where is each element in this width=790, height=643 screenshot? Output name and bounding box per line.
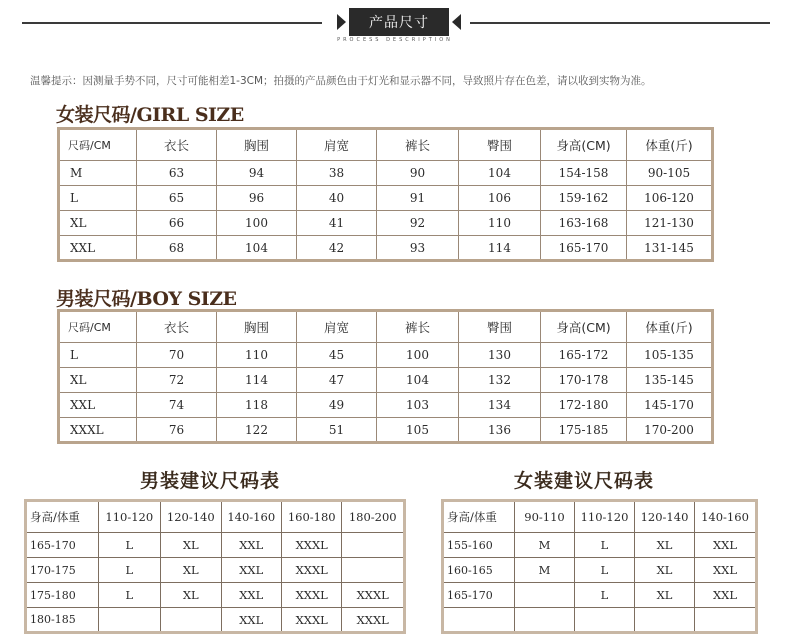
table-cell: 180-185 <box>26 608 99 633</box>
table-cell: 104 <box>377 368 459 393</box>
table-cell: 90-105 <box>627 161 713 186</box>
header-cell: 衣长 <box>137 129 217 161</box>
table-cell: 165-170 <box>541 236 627 261</box>
table-cell: 68 <box>137 236 217 261</box>
header-subtitle: PROCESS DESCRIPTION <box>337 37 453 43</box>
table-cell <box>515 608 575 633</box>
table-row <box>443 583 757 608</box>
header-cell: 140-160 <box>695 501 757 533</box>
table-cell: XXXL <box>342 583 405 608</box>
table-cell: 132 <box>459 368 541 393</box>
table-cell: 135-145 <box>627 368 713 393</box>
table-cell: XXXL <box>281 608 341 633</box>
table-cell: 121-130 <box>627 211 713 236</box>
header-cell: 110-120 <box>575 501 635 533</box>
table-cell: 105 <box>377 418 459 443</box>
table-cell: 49 <box>297 393 377 418</box>
header-cell: 肩宽 <box>297 129 377 161</box>
table-cell: 118 <box>217 393 297 418</box>
men-rec-title: 男装建议尺码表 <box>140 470 281 492</box>
page-title: 产品尺寸 <box>369 15 429 31</box>
boy-size-table <box>57 309 714 444</box>
table-row <box>59 186 713 211</box>
header-cell: 胸围 <box>217 129 297 161</box>
table-cell: XXXL <box>59 418 137 443</box>
table-cell: L <box>575 533 635 558</box>
table-cell: 122 <box>217 418 297 443</box>
girl-size-title: 女装尺码/GIRL SIZE <box>56 104 244 126</box>
table-cell: XL <box>59 368 137 393</box>
table-cell: 66 <box>137 211 217 236</box>
table-cell: 70 <box>137 343 217 368</box>
table-cell <box>575 608 635 633</box>
header-cell: 臀围 <box>459 311 541 343</box>
header-cell: 身高(CM) <box>541 129 627 161</box>
table-cell: 100 <box>377 343 459 368</box>
table-cell: 165-172 <box>541 343 627 368</box>
table-cell: 175-185 <box>541 418 627 443</box>
table-cell <box>342 558 405 583</box>
table-cell: 106-120 <box>627 186 713 211</box>
table-cell: 159-162 <box>541 186 627 211</box>
table-cell: XXXL <box>281 583 341 608</box>
table-row <box>26 583 405 608</box>
table-header-row <box>59 311 713 343</box>
chevron-right-icon <box>452 14 461 30</box>
table-cell: XL <box>635 558 695 583</box>
women-rec-title: 女装建议尺码表 <box>514 470 655 492</box>
table-cell: 130 <box>459 343 541 368</box>
header-cell: 体重(斤) <box>627 311 713 343</box>
header-divider-left <box>22 22 322 24</box>
table-row <box>443 608 757 633</box>
table-cell: 114 <box>459 236 541 261</box>
header-cell: 身高/体重 <box>26 501 99 533</box>
table-cell: 175-180 <box>26 583 99 608</box>
table-cell: XL <box>161 583 221 608</box>
header-cell: 160-180 <box>281 501 341 533</box>
table-cell: 63 <box>137 161 217 186</box>
table-cell <box>635 608 695 633</box>
header-cell: 臀围 <box>459 129 541 161</box>
table-cell: 163-168 <box>541 211 627 236</box>
table-cell: L <box>98 558 160 583</box>
table-cell: 172-180 <box>541 393 627 418</box>
table-cell: XXXL <box>281 533 341 558</box>
table-cell: 106 <box>459 186 541 211</box>
table-cell: 51 <box>297 418 377 443</box>
table-cell <box>695 608 757 633</box>
table-cell: 100 <box>217 211 297 236</box>
header-cell: 身高(CM) <box>541 311 627 343</box>
table-cell: 38 <box>297 161 377 186</box>
table-cell <box>98 608 160 633</box>
table-cell: XL <box>161 558 221 583</box>
men-rec-table <box>24 499 406 634</box>
table-cell: L <box>59 186 137 211</box>
table-cell: 74 <box>137 393 217 418</box>
table-cell: L <box>98 533 160 558</box>
header-cell: 尺码/CM <box>59 311 137 343</box>
header-cell: 裤长 <box>377 311 459 343</box>
header-cell: 120-140 <box>161 501 221 533</box>
table-cell <box>161 608 221 633</box>
header-cell: 胸围 <box>217 311 297 343</box>
table-cell: 165-170 <box>443 583 515 608</box>
table-cell: 47 <box>297 368 377 393</box>
table-cell: XXL <box>221 533 281 558</box>
table-cell <box>515 583 575 608</box>
table-cell: XXXL <box>342 608 405 633</box>
table-cell: XXL <box>695 533 757 558</box>
table-cell: 72 <box>137 368 217 393</box>
table-cell: 93 <box>377 236 459 261</box>
table-row <box>59 161 713 186</box>
table-cell: M <box>515 558 575 583</box>
table-cell: L <box>98 583 160 608</box>
header-divider-right <box>470 22 770 24</box>
header-cell: 体重(斤) <box>627 129 713 161</box>
table-cell: 91 <box>377 186 459 211</box>
table-row <box>26 533 405 558</box>
table-cell: 104 <box>217 236 297 261</box>
table-cell: XXL <box>221 608 281 633</box>
header-badge <box>335 8 463 36</box>
table-row <box>443 558 757 583</box>
table-cell: 145-170 <box>627 393 713 418</box>
table-cell: XL <box>635 533 695 558</box>
table-cell: 65 <box>137 186 217 211</box>
table-header-row <box>443 501 757 533</box>
table-cell: 170-178 <box>541 368 627 393</box>
chevron-left-icon <box>337 14 346 30</box>
table-cell: 110 <box>459 211 541 236</box>
table-cell: 42 <box>297 236 377 261</box>
table-cell: 41 <box>297 211 377 236</box>
table-cell: 134 <box>459 393 541 418</box>
table-cell: 94 <box>217 161 297 186</box>
header-cell: 裤长 <box>377 129 459 161</box>
table-header-row <box>59 129 713 161</box>
table-cell: XXL <box>59 393 137 418</box>
table-cell: L <box>59 343 137 368</box>
header-cell: 110-120 <box>98 501 160 533</box>
table-cell: XXL <box>59 236 137 261</box>
header-cell: 衣长 <box>137 311 217 343</box>
table-row <box>26 608 405 633</box>
table-cell: 96 <box>217 186 297 211</box>
header-cell: 90-110 <box>515 501 575 533</box>
table-row <box>59 393 713 418</box>
table-cell: XL <box>161 533 221 558</box>
table-cell: 105-135 <box>627 343 713 368</box>
notice-text: 温馨提示：因测量手势不同，尺寸可能相差1-3CM；拍摄的产品颜色由于灯光和显示器不同，导致照片存在色差，请以收到实物为准。 <box>30 75 652 87</box>
table-cell: 160-165 <box>443 558 515 583</box>
table-cell: XXL <box>695 558 757 583</box>
table-row <box>26 558 405 583</box>
women-rec-table <box>441 499 758 634</box>
header-cell: 180-200 <box>342 501 405 533</box>
header-cell: 尺码/CM <box>59 129 137 161</box>
header-cell: 肩宽 <box>297 311 377 343</box>
table-cell: 170-175 <box>26 558 99 583</box>
table-row <box>59 236 713 261</box>
table-cell: 165-170 <box>26 533 99 558</box>
table-cell: XXXL <box>281 558 341 583</box>
table-cell: 114 <box>217 368 297 393</box>
table-cell: 104 <box>459 161 541 186</box>
table-cell: 131-145 <box>627 236 713 261</box>
table-cell: M <box>515 533 575 558</box>
table-row <box>59 211 713 236</box>
table-cell: 155-160 <box>443 533 515 558</box>
table-cell: XL <box>59 211 137 236</box>
table-cell: 76 <box>137 418 217 443</box>
table-cell: 136 <box>459 418 541 443</box>
table-cell: XXL <box>221 558 281 583</box>
table-cell: 92 <box>377 211 459 236</box>
girl-size-table <box>57 127 714 262</box>
table-cell: 40 <box>297 186 377 211</box>
table-cell: 45 <box>297 343 377 368</box>
boy-size-title: 男装尺码/BOY SIZE <box>56 288 237 310</box>
header-cell: 身高/体重 <box>443 501 515 533</box>
table-cell <box>342 533 405 558</box>
table-row <box>443 533 757 558</box>
table-row <box>59 418 713 443</box>
table-cell: L <box>575 583 635 608</box>
table-cell: XXL <box>695 583 757 608</box>
table-cell: XL <box>635 583 695 608</box>
table-cell: 103 <box>377 393 459 418</box>
table-cell <box>443 608 515 633</box>
table-cell: L <box>575 558 635 583</box>
header-cell: 120-140 <box>635 501 695 533</box>
table-cell: XXL <box>221 583 281 608</box>
table-cell: M <box>59 161 137 186</box>
table-row <box>59 343 713 368</box>
header-cell: 140-160 <box>221 501 281 533</box>
table-header-row <box>26 501 405 533</box>
table-cell: 110 <box>217 343 297 368</box>
table-cell: 154-158 <box>541 161 627 186</box>
table-cell: 90 <box>377 161 459 186</box>
table-cell: 170-200 <box>627 418 713 443</box>
table-row <box>59 368 713 393</box>
